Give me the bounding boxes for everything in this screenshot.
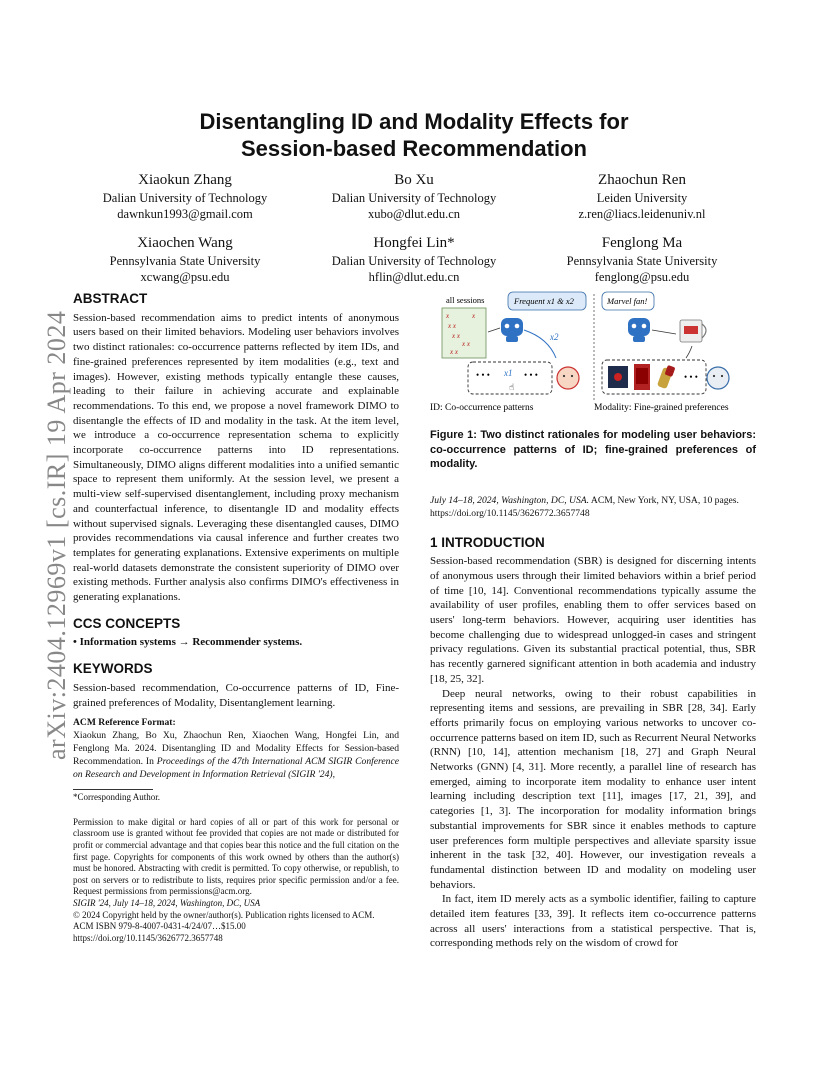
book-icon — [634, 364, 650, 390]
ccs-heading: CCS CONCEPTS — [73, 615, 181, 631]
all-sessions-label: all sessions — [446, 295, 485, 305]
author-email: fenglong@psu.edu — [594, 270, 690, 284]
footnote-rule — [73, 789, 153, 790]
figure-label-right: Modality: Fine-grained preferences — [594, 403, 729, 413]
svg-text:x x: x x — [450, 348, 458, 356]
isbn-line: ACM ISBN 979-8-4007-0431-4/24/07…$15.00 — [73, 921, 246, 932]
ccs-text: • Information systems → Recommender systems. — [73, 636, 303, 649]
robot-right-icon — [628, 318, 650, 342]
author-name: Xiaokun Zhang — [138, 172, 232, 188]
x2-label: x2 — [550, 332, 559, 342]
svg-text:x x: x x — [462, 340, 470, 348]
bubble-left-text: Frequent x1 & x2 — [514, 296, 574, 306]
mug-icon — [680, 320, 706, 342]
svg-text:x: x — [446, 312, 450, 320]
conference-line: SIGIR '24, July 14–18, 2024, Washington, DC, USA — [73, 898, 261, 909]
author-email: xubo@dlut.edu.cn — [367, 207, 461, 221]
user-avatar-left-icon — [557, 367, 579, 389]
svg-text:x x: x x — [452, 332, 460, 340]
left-column — [73, 292, 399, 944]
acm-reference — [73, 716, 399, 781]
figure-label-left: ID: Co-occurrence patterns — [430, 403, 534, 413]
venue-info — [430, 494, 756, 520]
intro-paragraph-3: In fact, item ID merely acts as a symbolic identifier, failing to capture detailed item features [33, 39]. It reflects item co-occurrence patterns across all users' interactions from a statistical perspective. That is, corresponding methods rely on the wisdom of crowd for — [430, 893, 756, 950]
author-email: z.ren@liacs.leidenuniv.nl — [578, 207, 706, 221]
corresponding-footnote: *Corresponding Author. — [73, 792, 160, 803]
author-3 — [527, 171, 757, 222]
author-1 — [70, 171, 300, 222]
permission-notice: Permission to make digital or hard copies of all or part of this work for personal or classroom use is granted without fee provided that copies are not made or distributed for profit or commercial advantage and that copies bear this notice and the full citation on the first page. Copyrights for components of this work owned by others than the author(s) must be honored. Abstracting with credit is permitted. To copy otherwise, or republish, to post on servers or to redistribute to lists, requires prior specific permission and/or a fee. Request permissions from permissions@acm.org. — [73, 816, 399, 897]
abstract-text: Session-based recommendation aims to predict intents of anonymous users based on their limited behaviors. Modeling user behaviors involves two distinct rationales: co-occurrence patterns reflected by item IDs, and fine-grained preferences represented by item modalities (e.g., text and images). However, existing methods typically entangle these causes, leading to their failure in achieving accurate and explainable recommendations. To this end, we propose a novel framework DIMO to disentangle the effects of ID and modality in the task. At the item level, we introduce a co-occurrence representation schema to explicitly incorporate co-occurrence patterns into ID representations. Simultaneously, DIMO aligns different modalities into a unified semantic space to represent them uniformly. At the session level, we present a multi-view self-supervised disentanglement, including proxy mechanism and counterfactual inference, to disentangle ID and modality effects without supervised signals. Leveraging these disentangled causes, DIMO provides recommendations via causal inference and further creates two templates for generating explanations. Extensive experiments on multiple real-world datasets demonstrate the consistent superiority of DIMO over existing methods. Further analysis also confirms DIMO's effectiveness in generating explanations. — [73, 311, 399, 604]
figure-1 — [428, 290, 758, 418]
author-affil: Dalian University of Technology — [102, 191, 268, 205]
copyright-line: © 2024 Copyright held by the owner/author(s). Publication rights licensed to ACM. — [73, 909, 375, 920]
svg-text:• • •: • • • — [524, 370, 538, 380]
author-4 — [70, 234, 300, 285]
intro-heading: 1 INTRODUCTION — [430, 534, 545, 550]
tshirt-icon — [608, 366, 628, 388]
svg-text:x x: x x — [448, 322, 456, 330]
acm-ref-proceedings: Proceedings of the 47th International ACM SIGIR Conference on Research and Development in Information Retrieval (SIGIR '24), — [73, 756, 399, 781]
robot-left-icon — [501, 318, 523, 342]
acm-ref-heading: ACM Reference Format: — [73, 717, 176, 729]
arxiv-id: arXiv:2404.12969v1 [cs.IR] 19 Apr 2024 — [42, 310, 71, 760]
venue-date: July 14–18, 2024, Washington, DC, USA. — [430, 494, 590, 506]
doi-line: https://doi.org/10.1145/3626772.3657748 — [73, 932, 223, 943]
author-affil: Dalian University of Technology — [331, 254, 497, 268]
abstract-heading: ABSTRACT — [73, 291, 148, 306]
author-6 — [527, 234, 757, 285]
author-name: Zhaochun Ren — [598, 172, 686, 188]
figure-caption: Figure 1: Two distinct rationales for modeling user behaviors: co-occurrence patterns of ID; fine-grained preferences of modality. — [430, 429, 756, 470]
svg-text:x: x — [472, 312, 476, 320]
author-2 — [299, 171, 529, 222]
svg-text:• • •: • • • — [684, 372, 698, 382]
svg-text:• • •: • • • — [476, 370, 490, 380]
acm-ref-text: Xiaokun Zhang, Bo Xu, Zhaochun Ren, Xiaochen Wang, Hongfei Lin, and Fenglong Ma. 2024. Disentangling ID and Modality Effects for Session-based Recommendation. In — [73, 730, 399, 768]
intro-paragraph-2: Deep neural networks, owing to their robust capabilities in representing items and sessions, are prevailing in SBR [28, 34]. Early efforts primarily focus on employing various networks to uncover co-occurrence patterns based on item ID, such as Recurrent Neural Networks (RNN) [10, 14], attention mechanism [18, 27] and Graph Neural Networks (GNN) [4, 31]. More recently, a parallel line of research has emerged, aiming to incorporate item modality to enhance user intent learning including description text [11], images [17, 21, 39], and categories [1, 3]. The incorporation for modality information brings substantial improvements for SBR since it enables methods to capture user preferences form multiple perspectives and alleviate sparsity issue inherent in the task [32, 40]. However, our investigation reveals a fundamental distinction between ID and modality on modeling user behaviors. — [430, 687, 756, 891]
cursor-icon: ☝ — [509, 383, 515, 393]
figure-toy-icon — [657, 365, 676, 389]
author-affil: Pennsylvania State University — [566, 254, 718, 268]
right-column — [430, 428, 756, 951]
author-affil: Pennsylvania State University — [109, 254, 261, 268]
figure-1-illustration — [428, 290, 758, 418]
title-line-1: Disentangling ID and Modality Effects for — [199, 109, 629, 134]
venue-publisher: ACM, New York, NY, USA, 10 pages. — [589, 494, 739, 506]
author-name: Hongfei Lin* — [373, 235, 455, 251]
author-email: hflin@dlut.edu.cn — [368, 270, 460, 284]
venue-doi[interactable]: https://doi.org/10.1145/3626772.3657748 — [430, 507, 590, 519]
keywords-heading: KEYWORDS — [73, 661, 153, 677]
bubble-right-text: Marvel fan! — [607, 296, 648, 306]
title-line-2: Session-based Recommendation — [241, 136, 587, 161]
x1-label: x1 — [504, 368, 513, 378]
author-name: Xiaochen Wang — [137, 235, 233, 251]
author-affil: Dalian University of Technology — [331, 191, 497, 205]
author-affil: Leiden University — [596, 191, 688, 205]
author-email: dawnkun1993@gmail.com — [117, 207, 253, 221]
author-name: Fenglong Ma — [601, 235, 683, 251]
author-5 — [299, 234, 529, 285]
author-email: xcwang@psu.edu — [140, 270, 230, 284]
paper-title — [0, 108, 828, 162]
arxiv-stamp — [22, 290, 71, 760]
author-name: Bo Xu — [394, 172, 434, 188]
intro-paragraph-1: Session-based recommendation (SBR) is designed for discerning intents of anonymous users through their limited behaviors within a brief period of time [10, 14]. Conventional recommendations typically assume the availability of user profiles, enabling them to offer services based on users' long-term behaviors. However, acquiring user identities has become challenging due to widespread unlogged-in cases and stringent privacy regulations. Given its substantial practical potential, thus, SBR has recently garnered significant attention in both academia and industry [18, 25, 32]. — [430, 555, 756, 685]
user-avatar-right-icon — [707, 367, 729, 389]
keywords-text: Session-based recommendation, Co-occurrence patterns of ID, Fine-grained preferences of Modality, Disentanglement learning. — [73, 681, 399, 709]
